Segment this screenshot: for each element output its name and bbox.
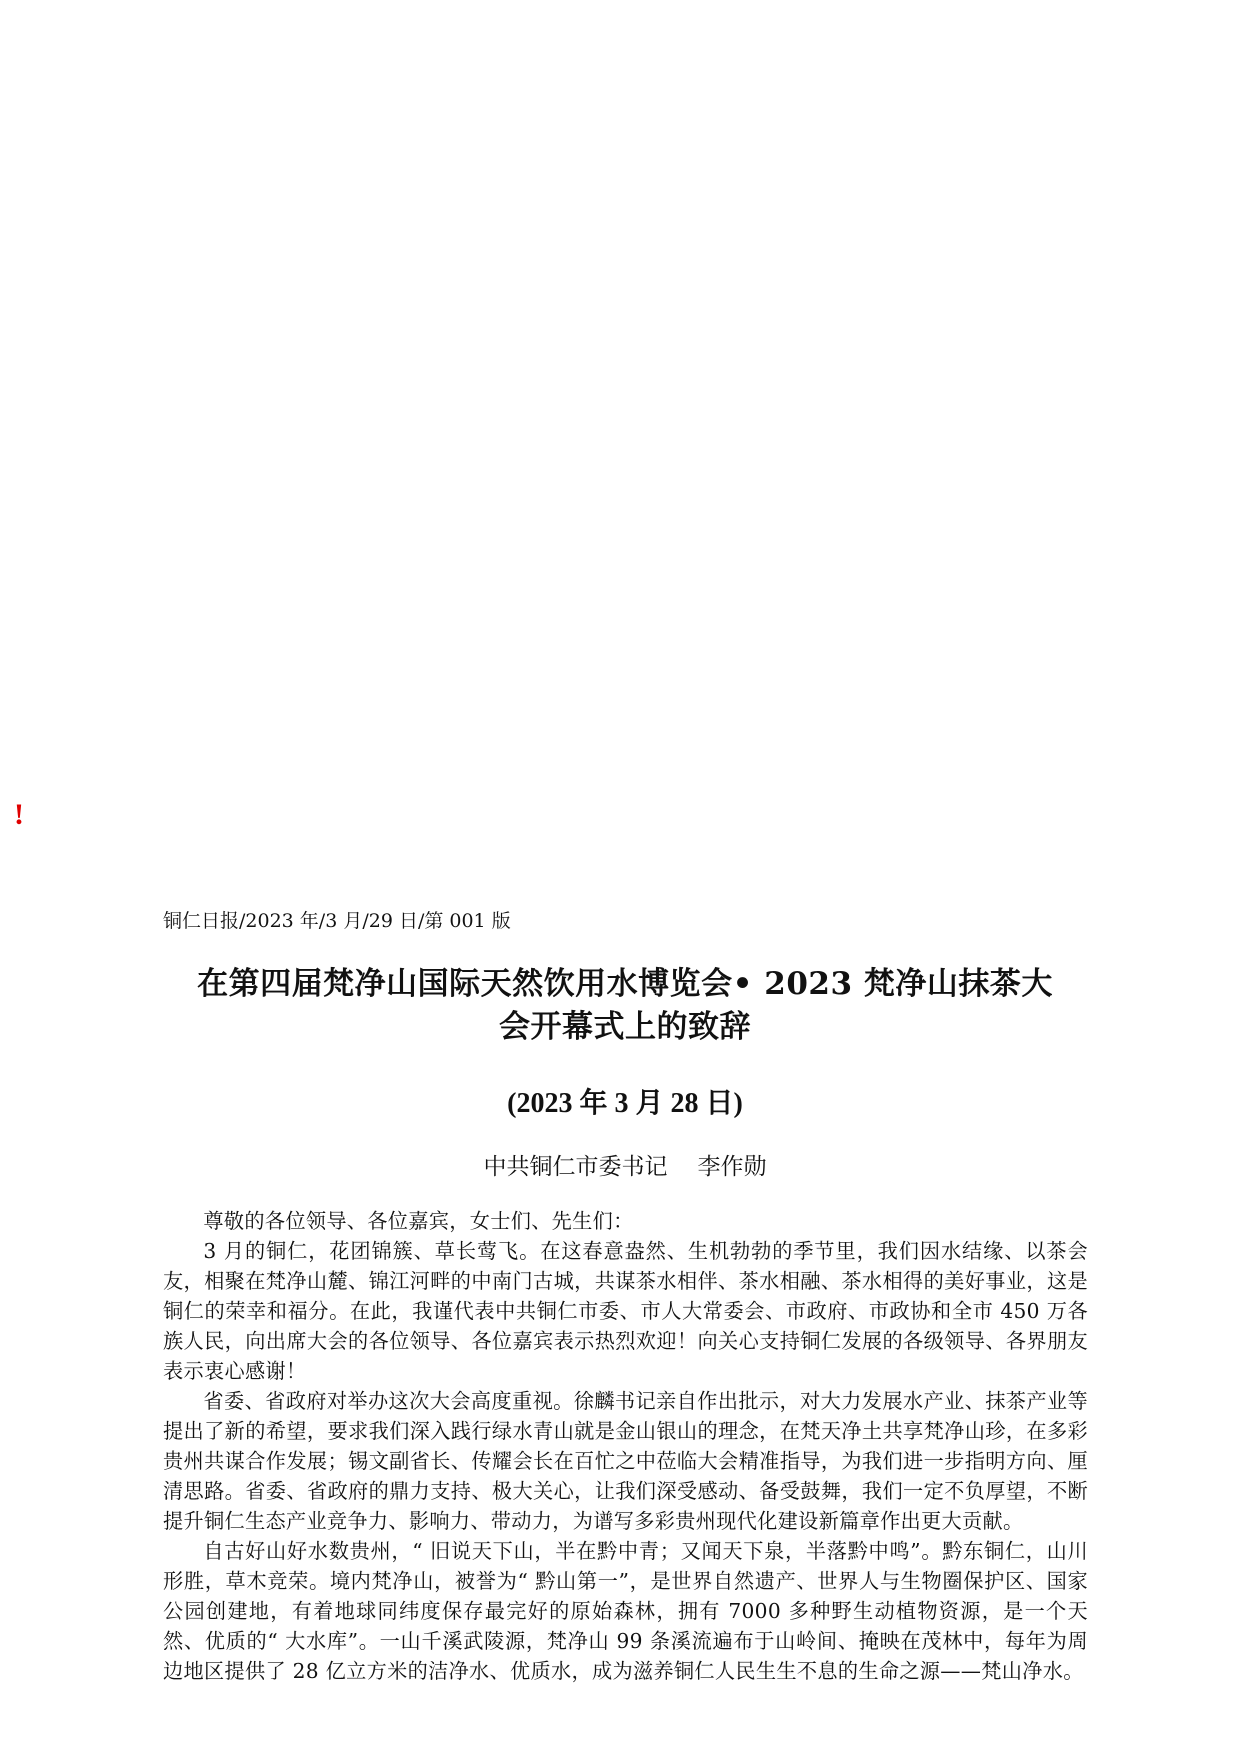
- paragraph-welcome: 3 月的铜仁，花团锦簇、草长莺飞。在这春意盎然、生机勃勃的季节里，我们因水结缘、以茶会友，相聚在梵净山麓、锦江河畔的中南门古城，共谋茶水相伴、茶水相融、茶水相得的美好事业，这是铜仁的荣幸和福分。在此，我谨代表中共铜仁市委、市人大常委会、市政府、市政协和全市 450 万各族人民，向出席大会的各位领导、各位嘉宾表示热烈欢迎！向关心支持铜仁发展的各级领导、各界朋友表示衷心感谢！: [163, 1239, 1088, 1383]
- paragraph-salutation: 尊敬的各位领导、各位嘉宾，女士们、先生们：: [203, 1209, 634, 1233]
- paragraph-fanjingshan-water: 自古好山好水数贵州，“ 旧说天下山，半在黔中青；又闻天下泉，半落黔中鸣”。黔东铜仁，山川形胜，草木竞荣。境内梵净山，被誉为“ 黔山第一”，是世界自然遗产、世界人与生物圈保护区、国家公园创建地，有着地球同纬度保存最完好的原始森林，拥有 7000 多种野生动植物资源，是一个天然、优质的“ 大水库”。一山千溪武陵源，梵净山 99 条溪流遍布于山岭间、掩映在茂林中，每年为周边地区提供了 28 亿立方米的洁净水、优质水，成为滋养铜仁人民生生不息的生命之源——梵山净水。: [163, 1539, 1088, 1683]
- title-line-1: 在第四届梵净山国际天然饮用水博览会• 2023 梵净山抹茶大: [197, 966, 1053, 1002]
- source-line: 铜仁日报/2023 年/3 月/29 日/第 001 版: [163, 910, 511, 932]
- red-exclamation-mark: !: [14, 798, 24, 831]
- speech-date: (2023 年 3 月 28 日): [507, 1088, 743, 1119]
- author-name: 李作勋: [697, 1154, 767, 1180]
- title-line-2: 会开幕式上的致辞: [499, 1009, 751, 1045]
- article-body: [163, 1206, 1088, 1686]
- author-position: 中共铜仁市委书记: [483, 1154, 668, 1180]
- paragraph-provincial-support: 省委、省政府对举办这次大会高度重视。徐麟书记亲自作出批示，对大力发展水产业、抹茶产业等提出了新的希望，要求我们深入践行绿水青山就是金山银山的理念，在梵天净土共享梵净山珍，在多彩贵州共谋合作发展；锡文副省长、传耀会长在百忙之中莅临大会精准指导，为我们进一步指明方向、厘清思路。省委、省政府的鼎力支持、极大关心，让我们深受感动、备受鼓舞，我们一定不负厚望，不断提升铜仁生态产业竞争力、影响力、带动力，为谱写多彩贵州现代化建设新篇章作出更大贡献。: [163, 1389, 1088, 1533]
- byline: [160, 1150, 1090, 1184]
- article-title: [160, 963, 1090, 1049]
